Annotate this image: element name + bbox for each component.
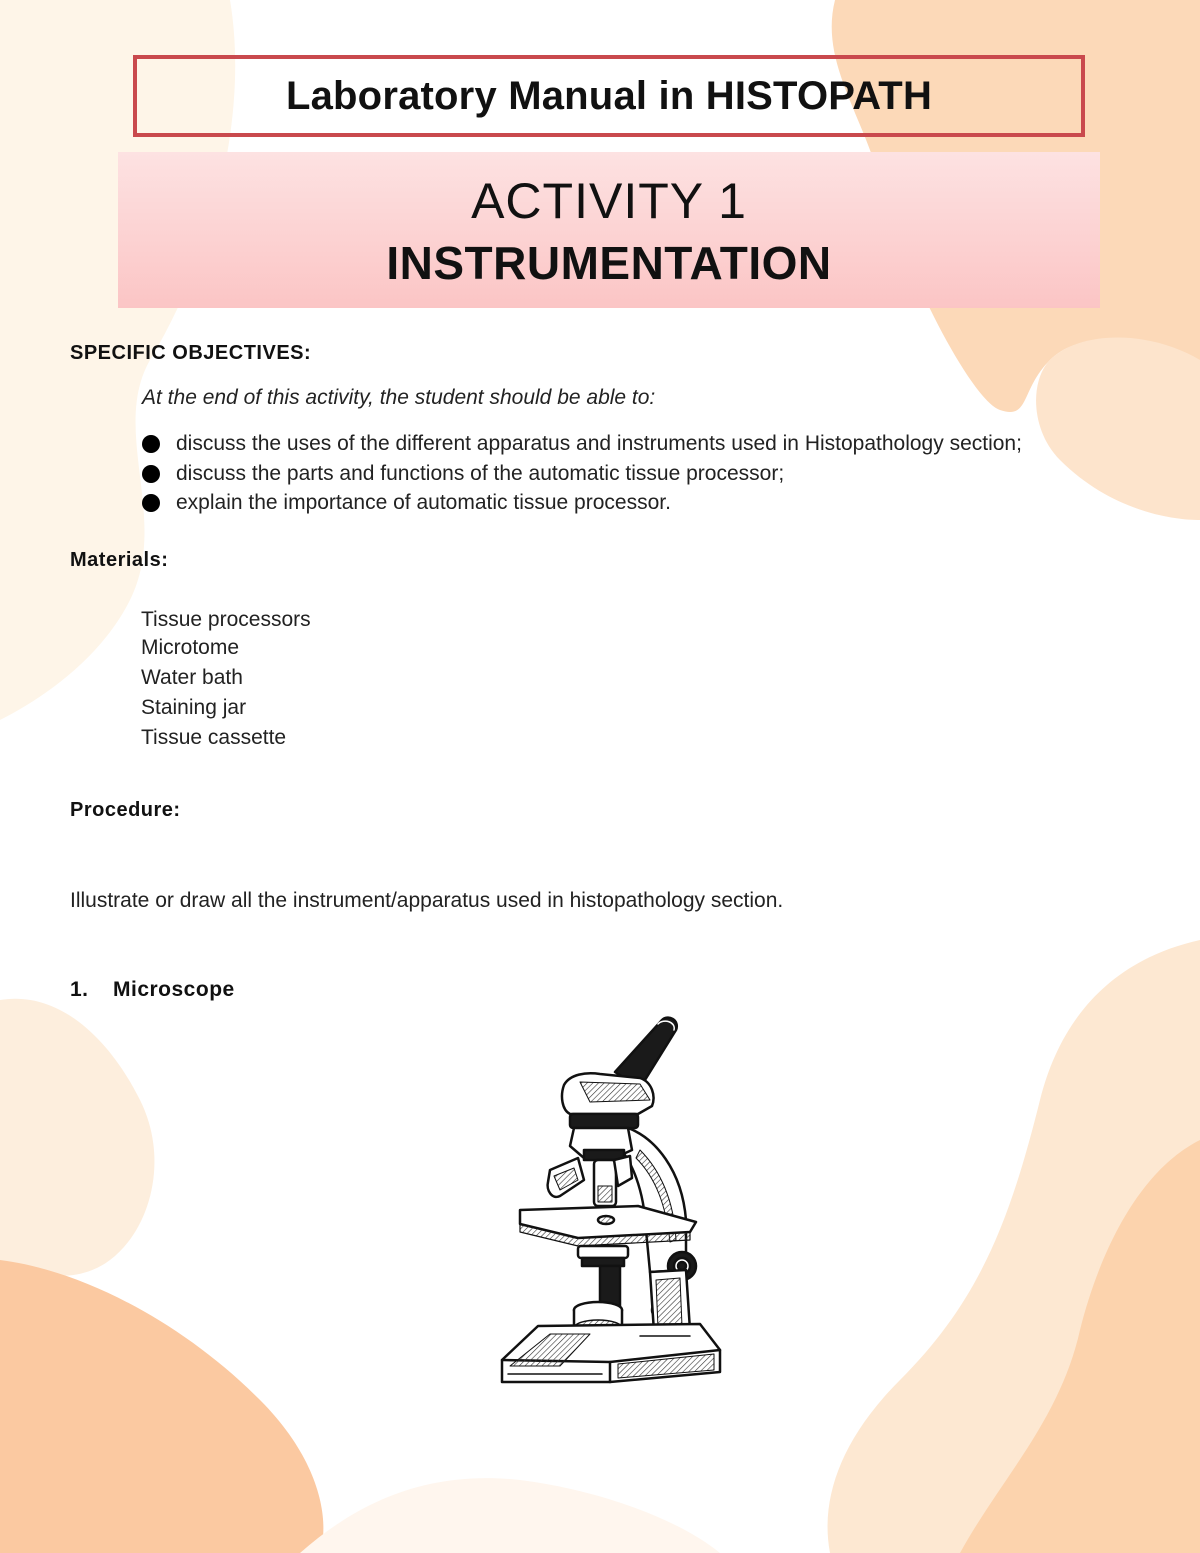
objective-text: discuss the parts and functions of the automatic tissue processor; bbox=[176, 462, 785, 485]
objectives-intro: At the end of this activity, the student should be able to: bbox=[142, 386, 656, 409]
objective-item bbox=[142, 491, 671, 515]
procedure-item-heading bbox=[70, 978, 235, 1002]
bullet-icon bbox=[142, 435, 160, 453]
procedure-instruction: Illustrate or draw all the instrument/apparatus used in histopathology section. bbox=[70, 889, 784, 912]
activity-banner bbox=[118, 152, 1100, 308]
activity-number: ACTIVITY 1 bbox=[471, 173, 747, 229]
manual-title: Laboratory Manual in HISTOPATH bbox=[285, 73, 933, 118]
materials-heading: Materials: bbox=[70, 549, 169, 571]
objective-text: discuss the uses of the different apparatus and instruments used in Histopathology section; bbox=[176, 432, 1022, 455]
procedure-item-label: Microscope bbox=[113, 978, 235, 1001]
material-item: Microtome bbox=[141, 636, 240, 659]
material-item: Staining jar bbox=[141, 696, 247, 719]
activity-title: INSTRUMENTATION bbox=[386, 237, 832, 289]
objective-item bbox=[142, 462, 784, 486]
material-item: Tissue processors bbox=[141, 608, 311, 631]
material-item: Tissue cassette bbox=[141, 726, 287, 749]
procedure-heading: Procedure: bbox=[70, 799, 181, 821]
objectives-heading: SPECIFIC OBJECTIVES: bbox=[70, 342, 312, 364]
bullet-icon bbox=[142, 465, 160, 483]
objective-item bbox=[142, 432, 1022, 456]
microscope-icon bbox=[490, 1010, 730, 1415]
material-item: Water bath bbox=[141, 666, 243, 689]
objective-text: explain the importance of automatic tissue processor. bbox=[176, 491, 671, 514]
procedure-item-number: 1. bbox=[70, 978, 89, 1001]
manual-header bbox=[133, 55, 1085, 137]
bullet-icon bbox=[142, 494, 160, 512]
